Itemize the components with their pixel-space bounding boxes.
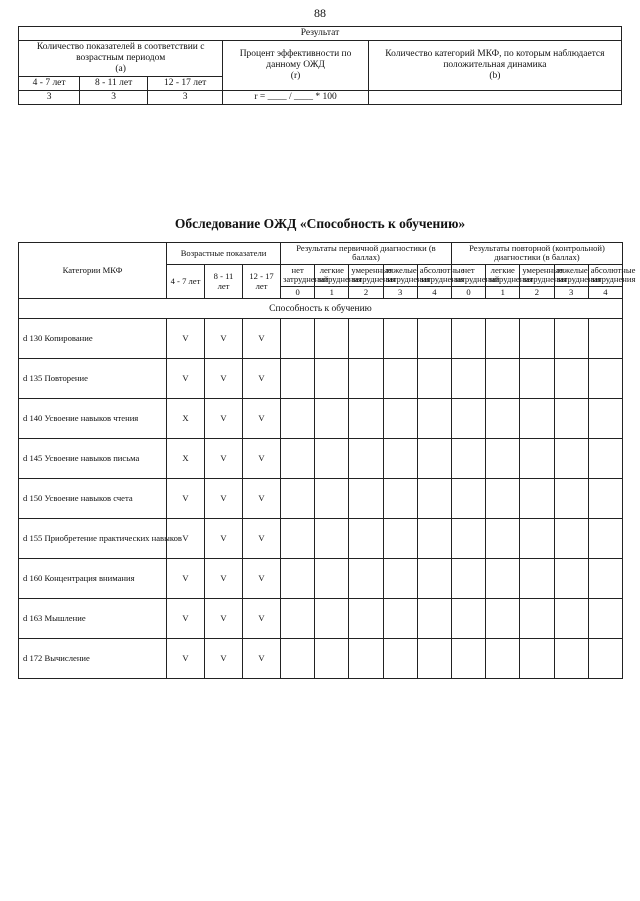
score-cell[interactable] [349, 319, 383, 359]
repeat-level-0: нет затруднений [451, 264, 485, 286]
age-mark-cell: V [243, 319, 281, 359]
score-cell[interactable] [451, 319, 485, 359]
score-cell[interactable] [281, 479, 315, 519]
age-mark-cell: V [167, 559, 205, 599]
score-cell[interactable] [383, 639, 417, 679]
score-cell[interactable] [554, 359, 588, 399]
score-cell[interactable] [349, 519, 383, 559]
table-row [19, 639, 623, 679]
icf-category-label: d 140 Усвоение навыков чтения [19, 399, 167, 439]
score-cell[interactable] [486, 319, 520, 359]
icf-category-label: d 130 Копирование [19, 319, 167, 359]
repeat-diagnostics-header: Результаты повторной (контрольной) диагностики (в баллах) [451, 243, 622, 265]
score-cell[interactable] [349, 479, 383, 519]
score-cell[interactable] [315, 479, 349, 519]
age-mark-cell: V [243, 399, 281, 439]
age-col-8-11: 8 - 11 лет [205, 264, 243, 298]
score-cell[interactable] [281, 559, 315, 599]
section-title: Способность к обучению [19, 299, 623, 319]
score-cell[interactable] [588, 559, 622, 599]
age-col-12-17: 12 - 17 лет [243, 264, 281, 298]
category-header: Категории МКФ [19, 243, 167, 299]
score-cell[interactable] [520, 399, 554, 439]
age-mark-cell: V [205, 639, 243, 679]
icf-category-label: d 145 Усвоение навыков письма [19, 439, 167, 479]
primary-score-1: 1 [315, 286, 349, 298]
score-cell[interactable] [520, 439, 554, 479]
score-cell[interactable] [417, 599, 451, 639]
score-cell[interactable] [451, 559, 485, 599]
score-cell[interactable] [554, 479, 588, 519]
age-mark-cell: V [243, 559, 281, 599]
score-cell[interactable] [486, 399, 520, 439]
score-cell[interactable] [588, 439, 622, 479]
percent-marker: (r) [290, 70, 301, 81]
percent-header: Процент эффективности по данному ОЖД [239, 48, 352, 70]
positive-header: Количество категорий МКФ, по которым наблюдается положительная динамика [385, 48, 605, 70]
icf-category-label: d 150 Усвоение навыков счета [19, 479, 167, 519]
score-cell[interactable] [349, 639, 383, 679]
score-cell[interactable] [520, 599, 554, 639]
age-mark-cell: V [205, 399, 243, 439]
age-mark-cell: V [205, 439, 243, 479]
efficiency-formula: r = ____ / ____ * 100 [223, 90, 368, 104]
age-col-4-7: 4 - 7 лет [167, 264, 205, 298]
score-cell[interactable] [451, 519, 485, 559]
age-mark-cell: V [243, 599, 281, 639]
table-row [19, 479, 623, 519]
primary-level-0: нет затруднений [281, 264, 315, 286]
score-cell[interactable] [349, 399, 383, 439]
score-cell[interactable] [315, 639, 349, 679]
repeat-level-2: умеренные затруднения [520, 264, 554, 286]
score-cell[interactable] [451, 359, 485, 399]
score-cell[interactable] [486, 439, 520, 479]
score-cell[interactable] [349, 559, 383, 599]
primary-diagnostics-header: Результаты первичной диагностики (в баллах) [281, 243, 452, 265]
age-mark-cell: V [167, 319, 205, 359]
age-group-12-17: 12 - 17 лет [147, 76, 222, 90]
repeat-score-0: 0 [451, 286, 485, 298]
count-header-cell [19, 40, 223, 76]
score-cell[interactable] [383, 439, 417, 479]
age-mark-cell: V [167, 639, 205, 679]
age-mark-cell: V [205, 519, 243, 559]
score-cell[interactable] [554, 519, 588, 559]
repeat-score-2: 2 [520, 286, 554, 298]
table-row [19, 439, 623, 479]
score-cell[interactable] [520, 519, 554, 559]
score-cell[interactable] [417, 519, 451, 559]
score-cell[interactable] [383, 359, 417, 399]
primary-level-1: легкие затруднения [315, 264, 349, 286]
score-cell[interactable] [417, 319, 451, 359]
score-cell[interactable] [383, 519, 417, 559]
age-mark-cell: V [205, 479, 243, 519]
table-row [19, 399, 623, 439]
score-cell[interactable] [383, 479, 417, 519]
score-cell[interactable] [349, 359, 383, 399]
score-cell[interactable] [588, 519, 622, 559]
score-cell[interactable] [451, 399, 485, 439]
score-cell[interactable] [281, 399, 315, 439]
score-cell[interactable] [383, 559, 417, 599]
score-cell[interactable] [417, 559, 451, 599]
score-cell[interactable] [554, 559, 588, 599]
icf-category-label: d 160 Концентрация внимания [19, 559, 167, 599]
table-row [19, 599, 623, 639]
age-mark-cell: V [205, 359, 243, 399]
repeat-score-4: 4 [588, 286, 622, 298]
score-cell[interactable] [383, 599, 417, 639]
score-cell[interactable] [554, 319, 588, 359]
age-mark-cell: V [205, 599, 243, 639]
table-row [19, 359, 623, 399]
page-number: 88 [314, 6, 326, 20]
score-cell[interactable] [486, 479, 520, 519]
score-cell[interactable] [486, 559, 520, 599]
score-cell[interactable] [520, 639, 554, 679]
score-cell[interactable] [315, 439, 349, 479]
age-mark-cell: V [205, 559, 243, 599]
score-cell[interactable] [554, 439, 588, 479]
score-cell[interactable] [315, 519, 349, 559]
score-cell[interactable] [588, 599, 622, 639]
score-cell[interactable] [281, 599, 315, 639]
score-cell[interactable] [383, 319, 417, 359]
score-cell[interactable] [417, 399, 451, 439]
count-header: Количество показателей в соответствии с возрастным периодом [36, 41, 205, 63]
positive-dynamics-value [368, 90, 621, 104]
age-mark-cell: X [167, 439, 205, 479]
score-cell[interactable] [281, 439, 315, 479]
percent-header-cell [223, 40, 368, 90]
repeat-score-3: 3 [554, 286, 588, 298]
document-title: Обследование ОЖД «Способность к обучению» [174, 216, 466, 231]
summary-table-title: Результат [19, 27, 622, 41]
icf-category-label: d 172 Вычисление [19, 639, 167, 679]
icf-category-label: d 163 Мышление [19, 599, 167, 639]
primary-level-2: умеренные затруднения [349, 264, 383, 286]
score-cell[interactable] [486, 359, 520, 399]
score-cell[interactable] [554, 599, 588, 639]
score-cell[interactable] [281, 519, 315, 559]
primary-score-3: 3 [383, 286, 417, 298]
age-group-8-11: 8 - 11 лет [80, 76, 148, 90]
score-cell[interactable] [281, 639, 315, 679]
score-cell[interactable] [486, 599, 520, 639]
score-cell[interactable] [281, 319, 315, 359]
age-mark-cell: X [167, 399, 205, 439]
age-mark-cell: V [243, 519, 281, 559]
age-mark-cell: V [167, 519, 205, 559]
score-cell[interactable] [383, 399, 417, 439]
score-cell[interactable] [281, 359, 315, 399]
score-cell[interactable] [417, 359, 451, 399]
count-marker: (a) [115, 63, 126, 74]
icf-category-label: d 135 Повторение [19, 359, 167, 399]
age-group-4-7: 4 - 7 лет [19, 76, 80, 90]
score-cell[interactable] [588, 319, 622, 359]
score-cell[interactable] [349, 599, 383, 639]
age-mark-cell: V [205, 319, 243, 359]
count-8-11: 3 [80, 90, 148, 104]
score-cell[interactable] [520, 359, 554, 399]
table-row [19, 519, 623, 559]
primary-score-2: 2 [349, 286, 383, 298]
age-mark-cell: V [167, 359, 205, 399]
count-4-7: 3 [19, 90, 80, 104]
score-cell[interactable] [588, 639, 622, 679]
primary-score-4: 4 [417, 286, 451, 298]
table-row [19, 319, 623, 359]
primary-level-3: тяжелые затруднения [383, 264, 417, 286]
score-cell[interactable] [417, 479, 451, 519]
score-cell[interactable] [520, 559, 554, 599]
primary-level-4: абсолютные затруднения [417, 264, 451, 286]
age-mark-cell: V [243, 439, 281, 479]
score-cell[interactable] [349, 439, 383, 479]
score-cell[interactable] [451, 479, 485, 519]
repeat-level-3: тяжелые затруднения [554, 264, 588, 286]
score-cell[interactable] [520, 479, 554, 519]
score-cell[interactable] [315, 359, 349, 399]
repeat-level-1: легкие затруднения [486, 264, 520, 286]
score-cell[interactable] [588, 399, 622, 439]
repeat-score-1: 1 [486, 286, 520, 298]
summary-table [18, 26, 622, 105]
age-mark-cell: V [167, 599, 205, 639]
age-header: Возрастные показатели [167, 243, 281, 265]
age-mark-cell: V [243, 639, 281, 679]
score-cell[interactable] [554, 639, 588, 679]
score-cell[interactable] [417, 439, 451, 479]
score-cell[interactable] [588, 479, 622, 519]
age-mark-cell: V [243, 359, 281, 399]
score-cell[interactable] [315, 399, 349, 439]
age-mark-cell: V [167, 479, 205, 519]
score-cell[interactable] [554, 399, 588, 439]
positive-header-cell [368, 40, 621, 90]
score-cell[interactable] [417, 639, 451, 679]
count-12-17: 3 [147, 90, 222, 104]
icf-category-label: d 155 Приобретение практических навыков [19, 519, 167, 559]
score-cell[interactable] [451, 639, 485, 679]
score-cell[interactable] [315, 559, 349, 599]
table-row [19, 559, 623, 599]
assessment-table [18, 242, 636, 679]
score-cell[interactable] [451, 439, 485, 479]
positive-marker: (b) [489, 70, 501, 81]
category-rows [19, 319, 623, 679]
score-cell[interactable] [486, 639, 520, 679]
repeat-level-4: абсолютные затруднения [588, 264, 622, 286]
score-cell[interactable] [520, 319, 554, 359]
score-cell[interactable] [588, 359, 622, 399]
score-cell[interactable] [315, 319, 349, 359]
score-cell[interactable] [451, 599, 485, 639]
score-cell[interactable] [486, 519, 520, 559]
primary-score-0: 0 [281, 286, 315, 298]
age-mark-cell: V [243, 479, 281, 519]
score-cell[interactable] [315, 599, 349, 639]
